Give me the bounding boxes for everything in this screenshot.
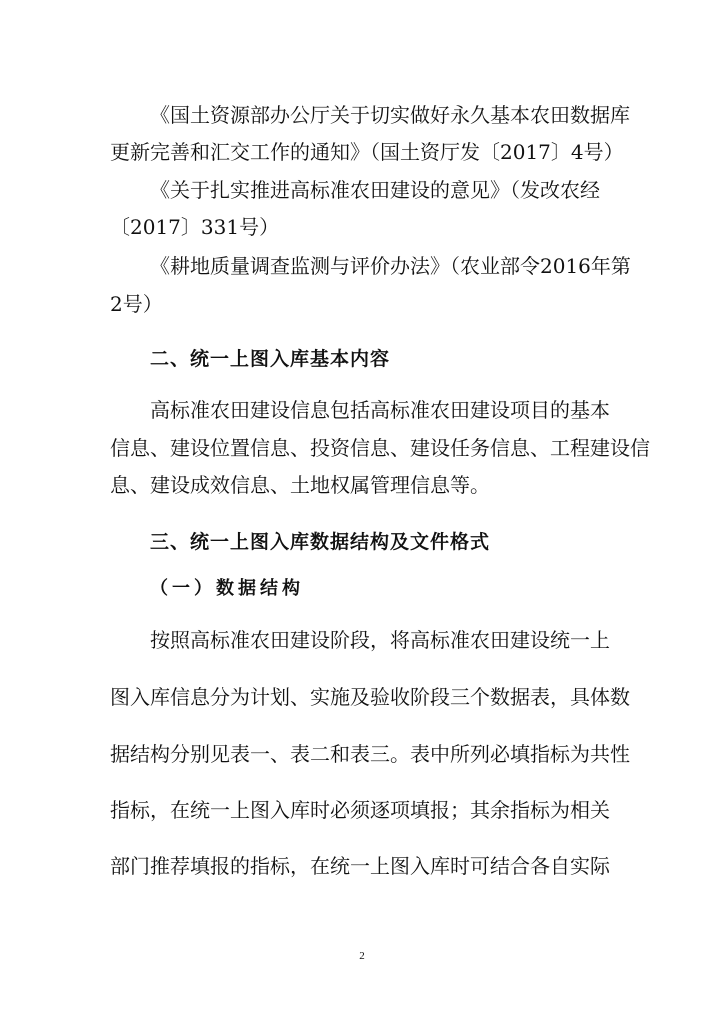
- subsection-heading-1: （一）数据结构: [150, 578, 304, 599]
- section-heading-3: 三、统一上图入库数据结构及文件格式: [150, 531, 491, 553]
- reference-line-1: 《国土资源部办公厅关于切实做好永久基本农田数据库: [150, 103, 630, 127]
- page-number: 2: [359, 950, 365, 962]
- section-heading-2: 二、统一上图入库基本内容: [150, 348, 391, 370]
- body-line-4: 按照高标准农田建设阶段，将高标准农田建设统一上: [150, 628, 610, 652]
- body-line-8: 部门推荐填报的指标，在统一上图入库时可结合各自实际: [110, 854, 610, 878]
- body-line-3: 息、建设成效信息、土地权属管理信息等。: [110, 473, 490, 497]
- reference-line-3: 《关于扎实推进高标准农田建设的意见》（发改农经: [150, 178, 600, 202]
- reference-line-5: 《耕地质量调查监测与评价办法》（农业部令2016年第: [150, 254, 631, 278]
- reference-line-2: 更新完善和汇交工作的通知》（国土资厅发〔2017〕4号）: [110, 140, 624, 164]
- reference-line-6: 2号）: [110, 292, 163, 316]
- body-line-1: 高标准农田建设信息包括高标准农田建设项目的基本: [150, 398, 610, 422]
- body-line-2: 信息、建设位置信息、投资信息、建设任务信息、工程建设信: [110, 436, 650, 460]
- reference-line-4: 〔2017〕331号）: [110, 215, 280, 239]
- body-line-7: 指标，在统一上图入库时必须逐项填报；其余指标为相关: [110, 798, 610, 822]
- body-line-6: 据结构分别见表一、表二和表三。表中所列必填指标为共性: [110, 742, 630, 766]
- body-line-5: 图入库信息分为计划、实施及验收阶段三个数据表，具体数: [110, 685, 630, 709]
